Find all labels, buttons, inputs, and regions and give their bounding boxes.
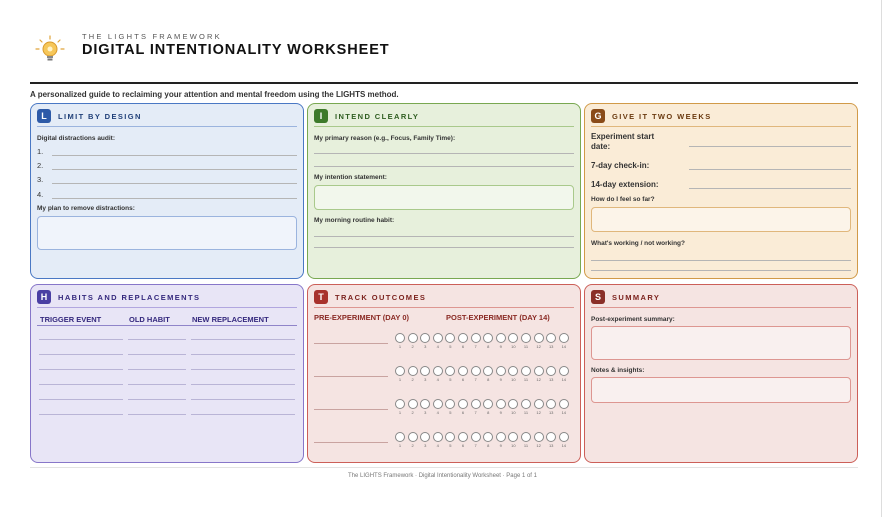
rating-number: 6 (461, 410, 465, 415)
habit-cell-line[interactable] (128, 414, 186, 415)
rating-circle[interactable] (521, 399, 531, 409)
rating-number: 8 (487, 410, 490, 415)
rating-circle[interactable] (395, 432, 405, 442)
rating-circle[interactable] (420, 432, 430, 442)
card-header (591, 290, 851, 308)
rating-number: 12 (536, 377, 541, 382)
rating-number: 1 (398, 443, 402, 448)
letter-badge: L (37, 109, 51, 123)
footer-rule (30, 467, 858, 468)
rating-circle[interactable] (420, 333, 430, 343)
rating-number: 2 (411, 377, 414, 382)
rating-number: 3 (424, 410, 427, 415)
rating-number: 5 (449, 443, 452, 448)
rating-number: 8 (487, 443, 490, 448)
rating-circle[interactable] (395, 366, 405, 376)
notes-label: Notes & insights: (591, 367, 645, 374)
audit-number: 4. (37, 190, 44, 199)
rating-circle[interactable] (546, 432, 556, 442)
rating-circle[interactable] (433, 366, 443, 376)
card-intend-clearly (307, 103, 581, 279)
rating-circle[interactable] (496, 432, 506, 442)
checkin-label: 7-day check-in: (591, 161, 650, 170)
rating-number: 2 (411, 443, 414, 448)
rating-circle[interactable] (559, 399, 569, 409)
rating-number: 9 (499, 443, 502, 448)
rating-circle[interactable] (471, 333, 481, 343)
rating-circle[interactable] (559, 333, 569, 343)
rating-circle[interactable] (521, 333, 531, 343)
rating-circle[interactable] (458, 333, 468, 343)
audit-number: 3. (37, 175, 44, 184)
habit-cell-line[interactable] (39, 369, 123, 370)
footer: The LIGHTS Framework · Digital Intentionality Worksheet · Page 1 of 1 (348, 473, 537, 479)
lightbulb-icon (35, 35, 65, 65)
reason-line-2[interactable] (314, 166, 574, 167)
card-summary (584, 284, 858, 463)
statement-input-box[interactable] (314, 185, 574, 210)
rating-circle[interactable] (433, 432, 443, 442)
rating-number: 1 (398, 410, 402, 415)
habit-cell-line[interactable] (128, 384, 186, 385)
card-title: LIMIT BY DESIGN (58, 112, 142, 121)
start-date-line[interactable] (689, 146, 851, 147)
habit-cell-line[interactable] (39, 384, 123, 385)
rating-number: 5 (449, 377, 452, 382)
rating-number: 1 (398, 377, 402, 382)
card-title: SUMMARY (612, 293, 661, 302)
rating-circle[interactable] (445, 366, 455, 376)
rating-number: 14 (561, 344, 567, 349)
page-edge (881, 0, 882, 517)
card-habits-and-replacements (30, 284, 304, 463)
rating-circle[interactable] (433, 399, 443, 409)
rating-number: 6 (461, 443, 465, 448)
extension-label: 14-day extension: (591, 180, 659, 189)
rating-circle[interactable] (408, 333, 418, 343)
audit-label: Digital distractions audit: (37, 135, 116, 142)
extension-line[interactable] (689, 188, 851, 189)
routine-line-2[interactable] (314, 247, 574, 248)
rating-number: 3 (424, 377, 427, 382)
rating-number: 9 (499, 377, 502, 382)
header (33, 31, 853, 69)
habit-cell-line[interactable] (128, 339, 186, 340)
rating-circle[interactable] (496, 333, 506, 343)
rating-circle[interactable] (546, 366, 556, 376)
audit-number: 2. (37, 161, 44, 170)
rating-number: 12 (536, 344, 541, 349)
rating-number: 4 (436, 377, 439, 382)
habit-cell-line[interactable] (191, 354, 295, 355)
card-track-outcomes (307, 284, 581, 463)
rating-circle[interactable] (559, 366, 569, 376)
rating-number: 14 (561, 410, 567, 415)
statement-label: My intention statement: (314, 174, 387, 181)
checkin-line[interactable] (689, 169, 851, 170)
working-line-2[interactable] (591, 270, 851, 271)
rating-circle[interactable] (534, 366, 544, 376)
card-limit-by-design (30, 103, 304, 279)
habit-cell-line[interactable] (128, 399, 186, 400)
rating-number: 2 (411, 344, 414, 349)
rating-circle[interactable] (483, 432, 493, 442)
rating-number: 6 (461, 344, 465, 349)
reason-label: My primary reason (e.g., Focus, Family Time): (314, 135, 456, 142)
rating-number: 2 (411, 410, 414, 415)
rating-number: 3 (424, 344, 427, 349)
start-date-label: Experiment start date: (591, 132, 655, 151)
rating-number: 5 (449, 344, 452, 349)
letter-badge: T (314, 290, 328, 304)
column-header-rule (37, 325, 297, 326)
rating-circle[interactable] (508, 333, 518, 343)
plan-input-box[interactable] (37, 216, 297, 250)
rating-number: 4 (436, 344, 439, 349)
routine-label: My morning routine habit: (314, 217, 395, 224)
rating-circle[interactable] (420, 366, 430, 376)
rating-circle[interactable] (508, 366, 518, 376)
pre-experiment-line[interactable] (314, 343, 388, 344)
letter-badge: I (314, 109, 328, 123)
routine-line-1[interactable] (314, 236, 574, 237)
rating-number: 13 (548, 443, 554, 448)
rating-number: 9 (499, 344, 502, 349)
rating-circle[interactable] (471, 432, 481, 442)
rating-circle[interactable] (420, 399, 430, 409)
habit-cell-line[interactable] (191, 399, 295, 400)
card-title: TRACK OUTCOMES (335, 293, 427, 302)
rating-number: 11 (523, 377, 529, 382)
subtitle: A personalized guide to reclaiming your attention and mental freedom using the LIGHTS method. (30, 90, 399, 99)
rating-circle[interactable] (496, 366, 506, 376)
post-summary-label: Post-experiment summary: (591, 316, 675, 323)
plan-label: My plan to remove distractions: (37, 205, 135, 212)
card-header (314, 290, 574, 308)
habit-cell-line[interactable] (191, 339, 295, 340)
habit-cell-line[interactable] (39, 414, 123, 415)
rating-circle[interactable] (534, 432, 544, 442)
rating-number: 13 (548, 377, 554, 382)
rating-circle[interactable] (471, 366, 481, 376)
habit-cell-line[interactable] (39, 354, 123, 355)
rating-circle[interactable] (445, 432, 455, 442)
pre-experiment-line[interactable] (314, 442, 388, 443)
rating-circle[interactable] (534, 399, 544, 409)
rating-circle[interactable] (483, 366, 493, 376)
habit-cell-line[interactable] (191, 384, 295, 385)
rating-number: 4 (436, 410, 439, 415)
habit-cell-line[interactable] (128, 369, 186, 370)
post-summary-input-box[interactable] (591, 326, 851, 360)
rating-number: 10 (511, 410, 516, 415)
habit-cell-line[interactable] (39, 339, 123, 340)
post-experiment-label: POST-EXPERIMENT (DAY 14) (446, 313, 550, 322)
rating-number: 6 (461, 377, 465, 382)
rating-circle[interactable] (458, 432, 468, 442)
rating-number: 13 (548, 410, 554, 415)
rating-circle[interactable] (483, 333, 493, 343)
rating-circle[interactable] (483, 399, 493, 409)
rating-circle[interactable] (546, 399, 556, 409)
rating-number: 7 (474, 377, 477, 382)
rating-number: 12 (536, 443, 541, 448)
letter-badge: S (591, 290, 605, 304)
rating-circle[interactable] (408, 366, 418, 376)
rating-number: 5 (449, 410, 452, 415)
rating-circle[interactable] (534, 333, 544, 343)
working-label: What's working / not working? (591, 240, 685, 247)
column-header-old-habit: OLD HABIT (129, 315, 170, 324)
rating-number: 14 (561, 377, 567, 382)
card-give-it-two-weeks (584, 103, 858, 279)
rating-circle[interactable] (508, 432, 518, 442)
reason-line-1[interactable] (314, 153, 574, 154)
card-header (37, 290, 297, 308)
column-header-new-replacement: NEW REPLACEMENT (192, 315, 269, 324)
rating-number: 8 (487, 344, 490, 349)
rating-circle[interactable] (408, 399, 418, 409)
column-header-trigger: TRIGGER EVENT (40, 315, 102, 324)
letter-badge: G (591, 109, 605, 123)
audit-line-1[interactable] (52, 155, 297, 156)
habit-cell-line[interactable] (191, 414, 295, 415)
rating-circle[interactable] (471, 399, 481, 409)
card-header (314, 109, 574, 127)
rating-circle[interactable] (508, 399, 518, 409)
rating-circle[interactable] (433, 333, 443, 343)
feel-label: How do I feel so far? (591, 196, 655, 203)
pre-experiment-label: PRE-EXPERIMENT (DAY 0) (314, 313, 410, 322)
card-header (37, 109, 297, 127)
rating-circle[interactable] (496, 399, 506, 409)
audit-number: 1. (37, 147, 44, 156)
audit-line-4[interactable] (52, 198, 297, 199)
feel-input-box[interactable] (591, 207, 851, 232)
rating-number: 8 (487, 377, 490, 382)
rating-number: 9 (499, 410, 502, 415)
rating-circle[interactable] (521, 366, 531, 376)
working-line-1[interactable] (591, 260, 851, 261)
rating-number: 3 (424, 443, 427, 448)
rating-number: 10 (511, 443, 516, 448)
rating-number: 14 (561, 443, 567, 448)
audit-line-3[interactable] (52, 183, 297, 184)
rating-circle[interactable] (395, 399, 405, 409)
rating-circle[interactable] (408, 432, 418, 442)
page-title: DIGITAL INTENTIONALITY WORKSHEET (82, 42, 390, 58)
habit-cell-line[interactable] (128, 354, 186, 355)
rating-number: 7 (474, 443, 477, 448)
habit-cell-line[interactable] (39, 399, 123, 400)
rating-number: 10 (511, 344, 516, 349)
rating-number: 1 (398, 344, 402, 349)
rating-circle[interactable] (458, 366, 468, 376)
eyebrow: THE LIGHTS FRAMEWORK (82, 32, 222, 41)
habit-cell-line[interactable] (191, 369, 295, 370)
pre-experiment-line[interactable] (314, 376, 388, 377)
card-title: GIVE IT TWO WEEKS (612, 112, 712, 121)
rating-circle[interactable] (458, 399, 468, 409)
pre-experiment-line[interactable] (314, 409, 388, 410)
rating-circle[interactable] (546, 333, 556, 343)
rating-number: 7 (474, 410, 477, 415)
header-rule (30, 82, 858, 84)
rating-number: 11 (523, 344, 529, 349)
card-header (591, 109, 851, 127)
notes-input-box[interactable] (591, 377, 851, 403)
audit-line-2[interactable] (52, 169, 297, 170)
card-title: HABITS AND REPLACEMENTS (58, 293, 201, 302)
rating-circle[interactable] (559, 432, 569, 442)
rating-circle[interactable] (445, 333, 455, 343)
rating-number: 7 (474, 344, 477, 349)
rating-number: 13 (548, 344, 554, 349)
card-title: INTEND CLEARLY (335, 112, 420, 121)
rating-number: 4 (436, 443, 439, 448)
rating-number: 11 (523, 410, 529, 415)
rating-number: 11 (523, 443, 529, 448)
rating-circle[interactable] (521, 432, 531, 442)
rating-circle[interactable] (445, 399, 455, 409)
rating-number: 10 (511, 377, 516, 382)
letter-badge: H (37, 290, 51, 304)
rating-number: 12 (536, 410, 541, 415)
rating-circle[interactable] (395, 333, 405, 343)
